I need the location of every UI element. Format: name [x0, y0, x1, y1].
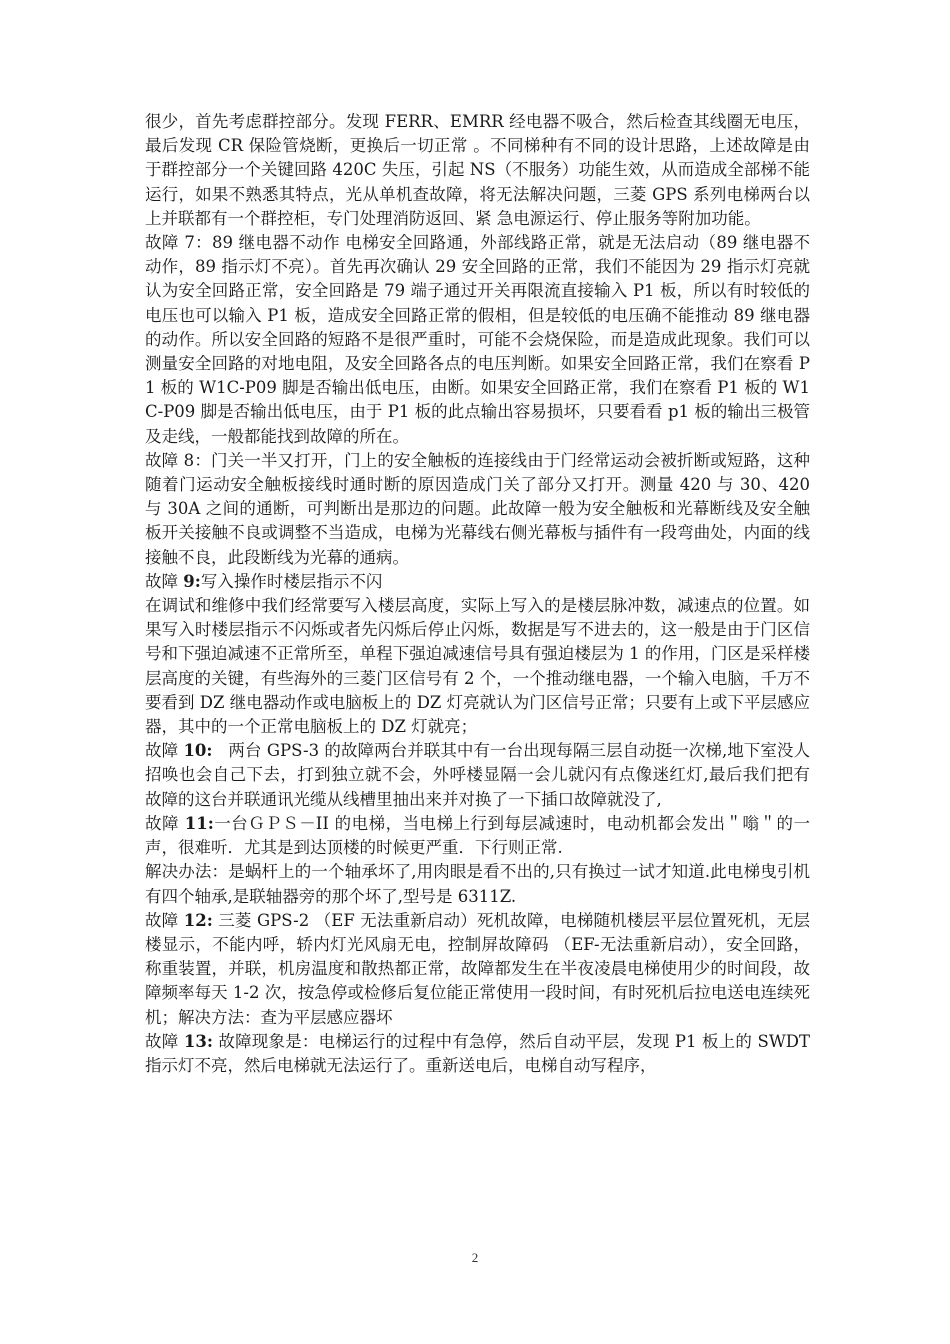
document-body	[145, 110, 810, 1078]
fault-label: 故障	[145, 571, 184, 591]
fault-number: 9:	[183, 571, 201, 591]
fault-label: 故障	[145, 813, 185, 833]
fault-label: 故障	[145, 1031, 184, 1051]
paragraph-fault-8: 故障 8：门关一半又打开，门上的安全触板的连接线由于门经常运动会被折断或短路，这种随着门运动安全触板接线时通时断的原因造成门关了部分又打开。测量 420 与 30、420 与 30A 之间的通断，可判断出是那边的问题。此故障一般为安全触板和光幕断线及安全触板开关接触不良或调整不当造成，电梯为光幕线右侧光幕板与插件有一段弯曲处，内面的线接触不良，此段断线为光幕的通病。	[145, 450, 810, 567]
paragraph-fault-12	[145, 909, 810, 1030]
fault-label: 故障	[145, 741, 184, 761]
fault-text: 一台ＧＰＳ－II 的电梯，当电梯上行到每层减速时，电动机都会发出＂嗡＂的一声，很难听．尤其是到达顶楼的时候更严重．下行则正常.	[145, 813, 811, 858]
paragraph-group-control: 很少，首先考虑群控部分。发现 FERR、EMRR 经电器不吸合，然后检查其线圈无电压，最后发现 CR 保险管烧断，更换后一切正常 。不同梯种有不同的设计思路，上述故障是由于群控部分一个关键回路 420C 失压，引起 NS（不服务）功能生效，从而造成全部梯不能运行，如果不熟悉其特点，光从单机查故障，将无法解决问题，三菱 GPS 系列电梯两台以上并联都有一个群控柜，专门处理消防返回、紧 急电源运行、停止服务等附加功能。	[145, 112, 810, 228]
fault-title: 写入操作时楼层指示不闪	[200, 571, 383, 591]
fault-label: 故障	[145, 910, 184, 930]
paragraph-fault-7: 故障 7：89 继电器不动作 电梯安全回路通，外部线路正常，就是无法启动（89 继电器不动作，89 指示灯不亮）。首先再次确认 29 安全回路的正常，我们不能因为 29 指示灯亮就认为安全回路正常，安全回路是 79 端子通过开关再限流直接输入 P1 板，所以有时较低的电压也可以输入 P1 板，造成安全回路正常的假相，但是较低的电压确不能推动 89 继电器的动作。所以安全回路的短路不是很严重时，可能不会烧保险，而是造成此现象。我们可以测量安全回路的对地电阻，及安全回路各点的电压判断。如果安全回路正常，我们在察看 P1 板的 W1C-P09 脚是否输出低电压，由断。如果安全回路正常，我们在察看 P1 板的 W1C-P09 脚是否输出低电压，由于 P1 板的此点输出容易损坏，只要看看 p1 板的输出三极管及走线，一般都能找到故障的所在。	[145, 233, 810, 446]
paragraph-fault-13	[145, 1030, 810, 1078]
fault-number: 13:	[183, 1031, 213, 1051]
paragraph-fault-11-solution: 解决办法：是蜗杆上的一个轴承坏了,用肉眼是看不出的,只有换过一试才知道.此电梯曳引机有四个轴承,是联轴器旁的那个坏了,型号是 6311Z.	[145, 862, 810, 906]
page-number: 2	[471, 1250, 479, 1265]
fault-number: 10:	[183, 741, 213, 761]
fault-number: 12:	[183, 910, 213, 930]
fault-text: 故障现象是：电梯运行的过程中有急停，然后自动平层，发现 P1 板上的 SWDT 指示灯不亮，然后电梯就无法运行了。重新送电后，电梯自动写程序，	[145, 1031, 811, 1075]
paragraph-fault-10	[145, 739, 810, 812]
paragraph-fault-11	[145, 812, 810, 860]
fault-number: 11:	[184, 813, 214, 833]
paragraph-fault-9-heading	[145, 570, 810, 594]
paragraph-fault-9-body: 在调试和维修中我们经常要写入楼层高度，实际上写入的是楼层脉冲数，减速点的位置。如果写入时楼层指示不闪烁或者先闪烁后停止闪烁，数据是写不进去的，这一般是由于门区信号和下强迫减速不正常所至，单程下强迫减速信号具有强迫楼层为 1 的作用，门区是采样楼层高度的关键，有些海外的三菱门区信号有 2 个，一个推动继电器，一个输入电脑，千万不要看到 DZ 继电器动作或电脑板上的 DZ 灯亮就认为门区信号正常；只要有上或下平层感应器，其中的一个正常电脑板上的 DZ 灯就亮；	[145, 596, 810, 737]
fault-text: 三菱 GPS-2 （EF 无法重新启动）死机故障，电梯随机楼层平层位置死机，无层楼显示，不能内呼，轿内灯光风扇无电，控制屏故障码 （EF-无法重新启动），安全回路，称重装置，并联，机房温度和散热都正常，故障都发生在半夜凌晨电梯使用少的时间段，故障频率每天 1-2 次，按急停或检修后复位能正常使用一段时间，有时死机后拉电送电连续死机；解决方法：查为平层感应器坏	[145, 910, 810, 1027]
fault-text: 两台 GPS-3 的故障两台并联其中有一台出现每隔三层自动挺一次梯,地下室没人招唤也会自己下去，打到独立就不会，外呼楼显隔一会儿就闪有点像迷红灯,最后我们把有故障的这台并联通讯光缆从线槽里抽出来并对换了一下插口故障就没了,	[145, 741, 810, 809]
